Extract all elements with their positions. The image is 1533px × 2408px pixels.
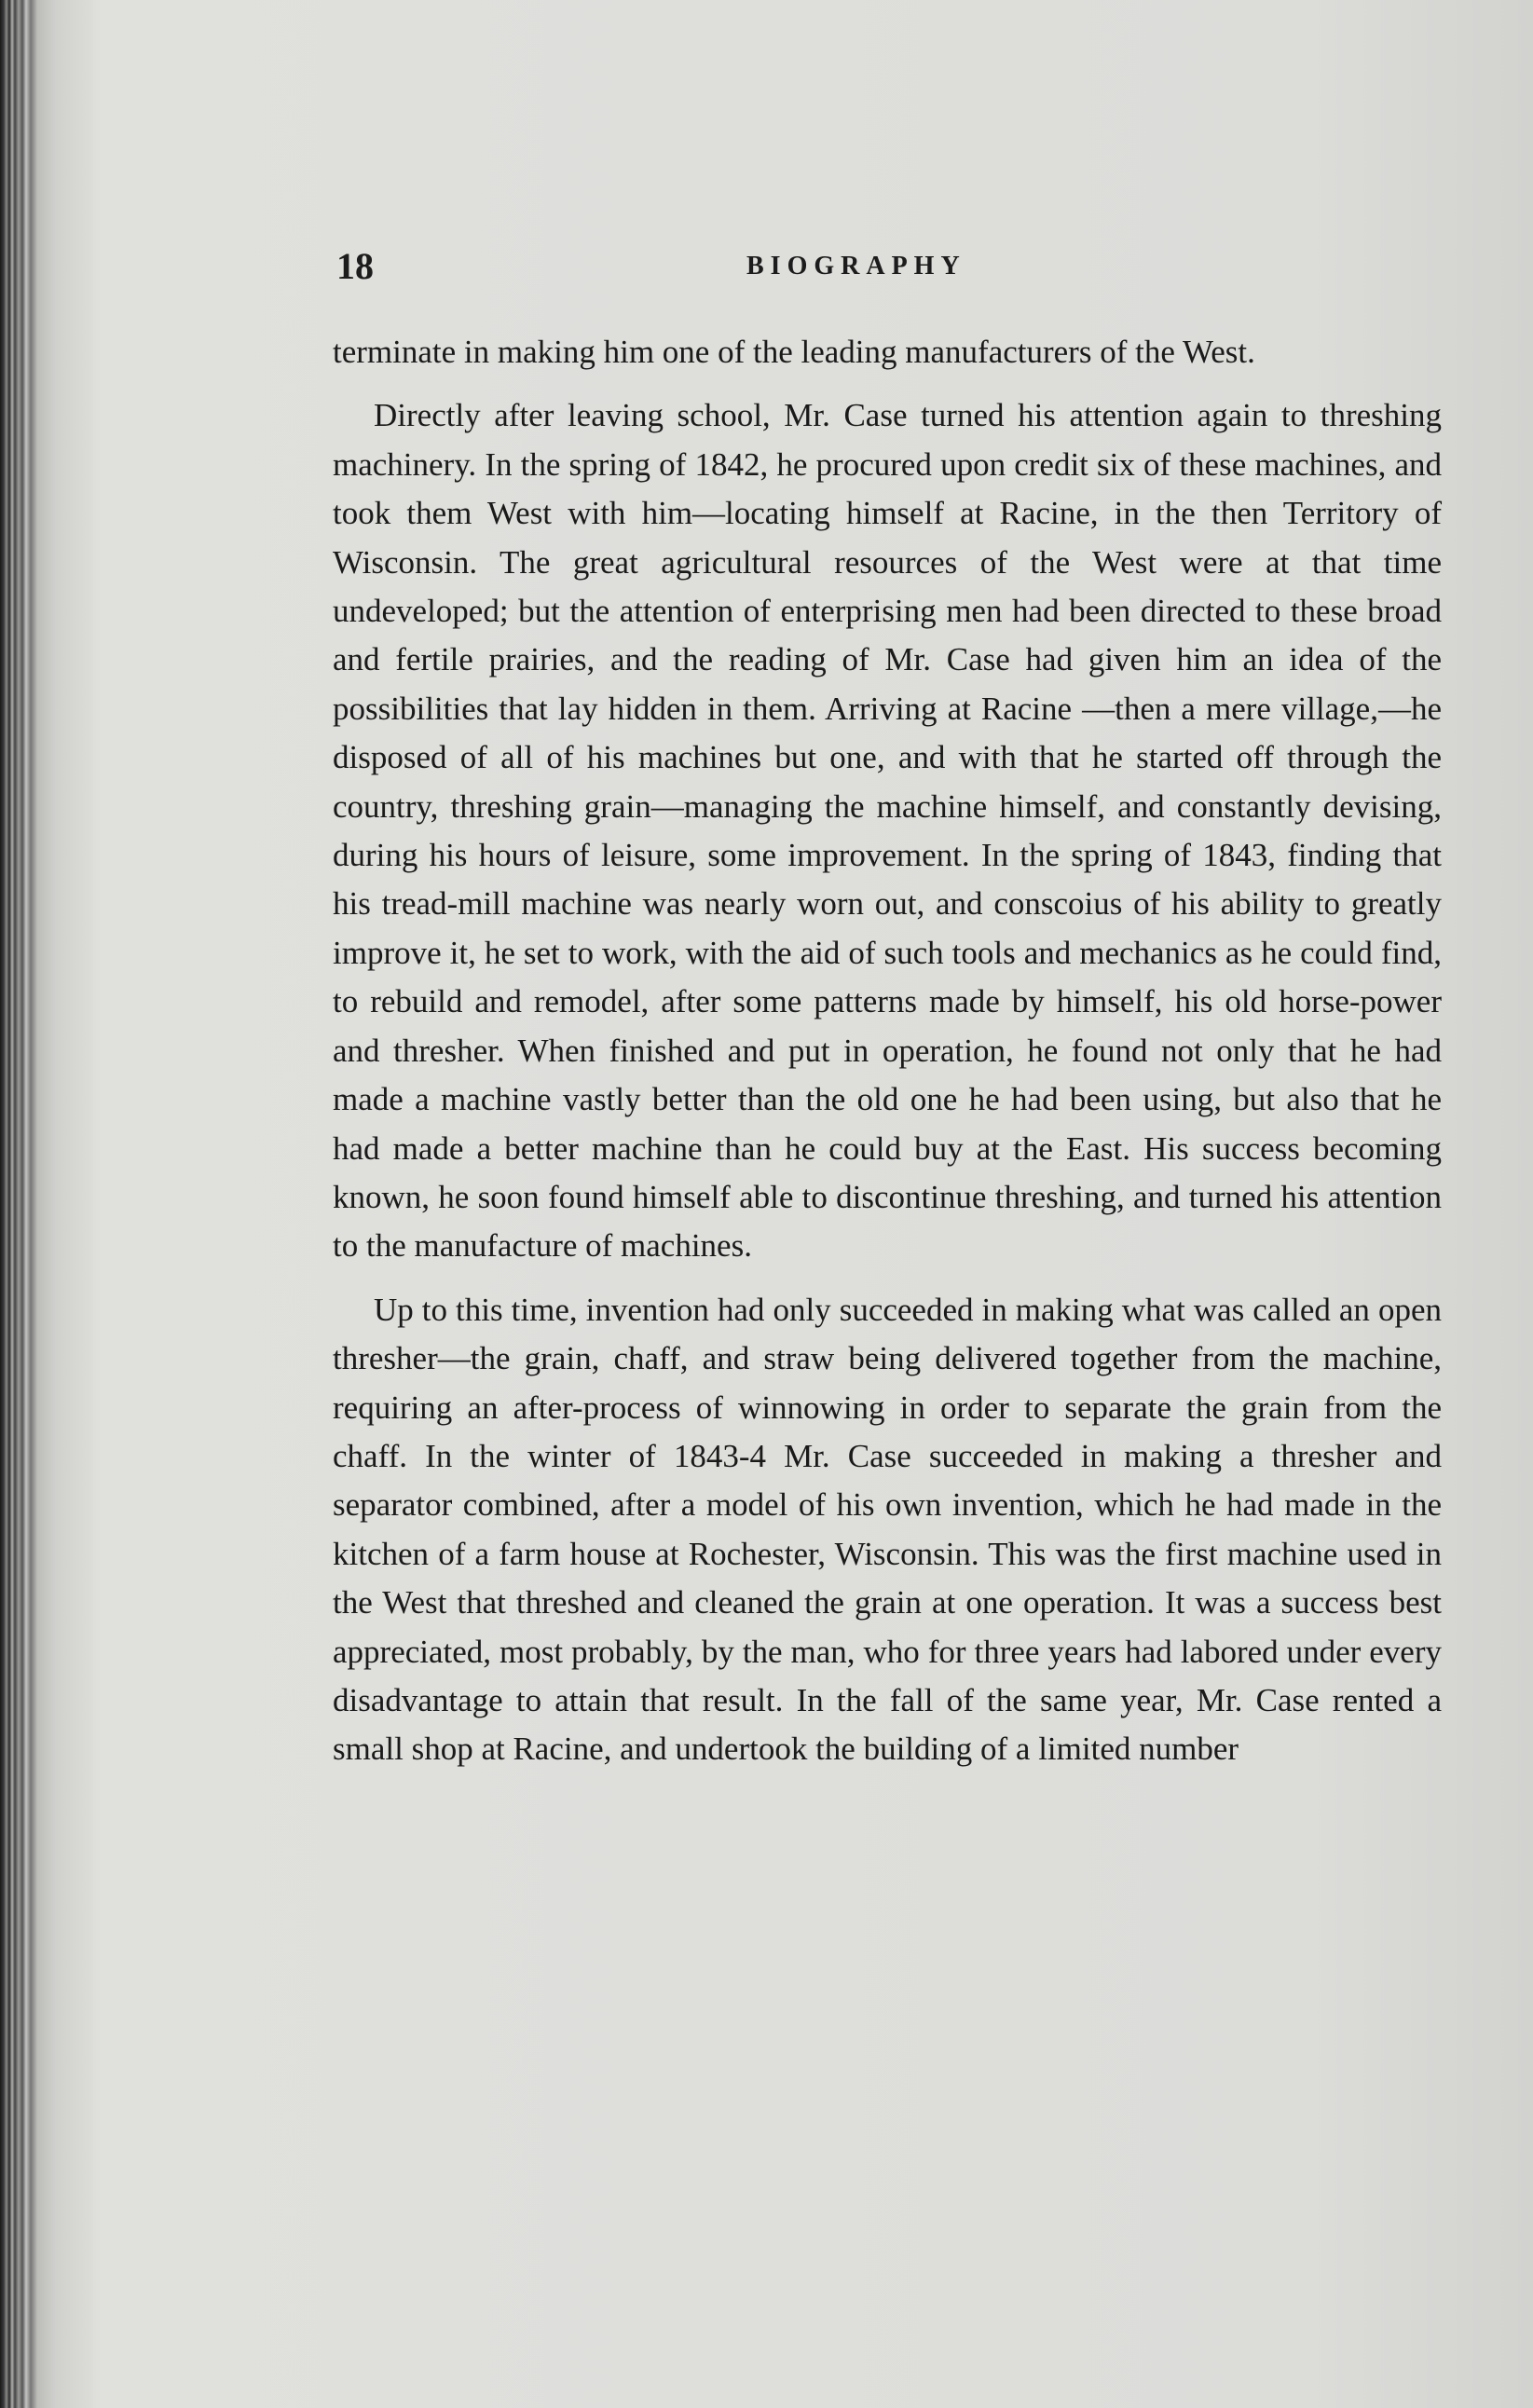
paragraph-continuation: terminate in making him one of the leading manufacturers of the West. [333, 334, 1255, 370]
book-spine [0, 0, 93, 2408]
running-head: BIOGRAPHY [746, 252, 966, 280]
body-text [333, 328, 1442, 1774]
paragraph: Up to this time, invention had only succeeded in making what was called an open thresher—the grain, chaff, and straw being delivered together from the machine, requiring an after-process of winnowing in order to separate the grain from the chaff. In the winter of 1843-4 Mr. Case succeeded in making a thresher and separator combined, after a model of his own invention, which he had made in the kitchen of a farm house at Rochester, Wisconsin. This was the first machine used in the West that threshed and cleaned the grain at one operation. It was a success best appreciated, most probably, by the man, who for three years had labored under every disadvantage to attain that result. In the fall of the same year, Mr. Case rented a small shop at Racine, and undertook the building of a limited number [333, 1291, 1442, 1768]
paragraph: Directly after leaving school, Mr. Case turned his attention again to threshing machinery. In the spring of 1842, he procured upon credit six of these machines, and took them West with him—locating himself at Racine, in the then Territory of Wisconsin. The great agricultural resources of the West were at that time undeveloped; but the attention of enterprising men had been directed to these broad and fertile prairies, and the reading of Mr. Case had given him an idea of the possibilities that lay hidden in them. Arriving at Racine —then a mere village,—he disposed of all of his machines but one, and with that he started off through the country, threshing grain—managing the machine himself, and constantly devising, during his hours of leisure, some improvement. In the spring of 1843, finding that his tread-mill machine was nearly worn out, and conscoius of his ability to greatly improve it, he set to work, with the aid of such tools and mechanics as he could find, to rebuild and remodel, after some patterns made by himself, his old horse-power and thresher. When finished and put in operation, he found not only that he had made a machine vastly better than the old one he had been using, but also that he had made a better machine than he could buy at the East. His success becoming known, he soon found himself able to discontinue threshing, and turned his attention to the manufacture of machines. [333, 397, 1442, 1265]
page-number: 18 [336, 245, 374, 287]
page-header [336, 244, 1455, 291]
